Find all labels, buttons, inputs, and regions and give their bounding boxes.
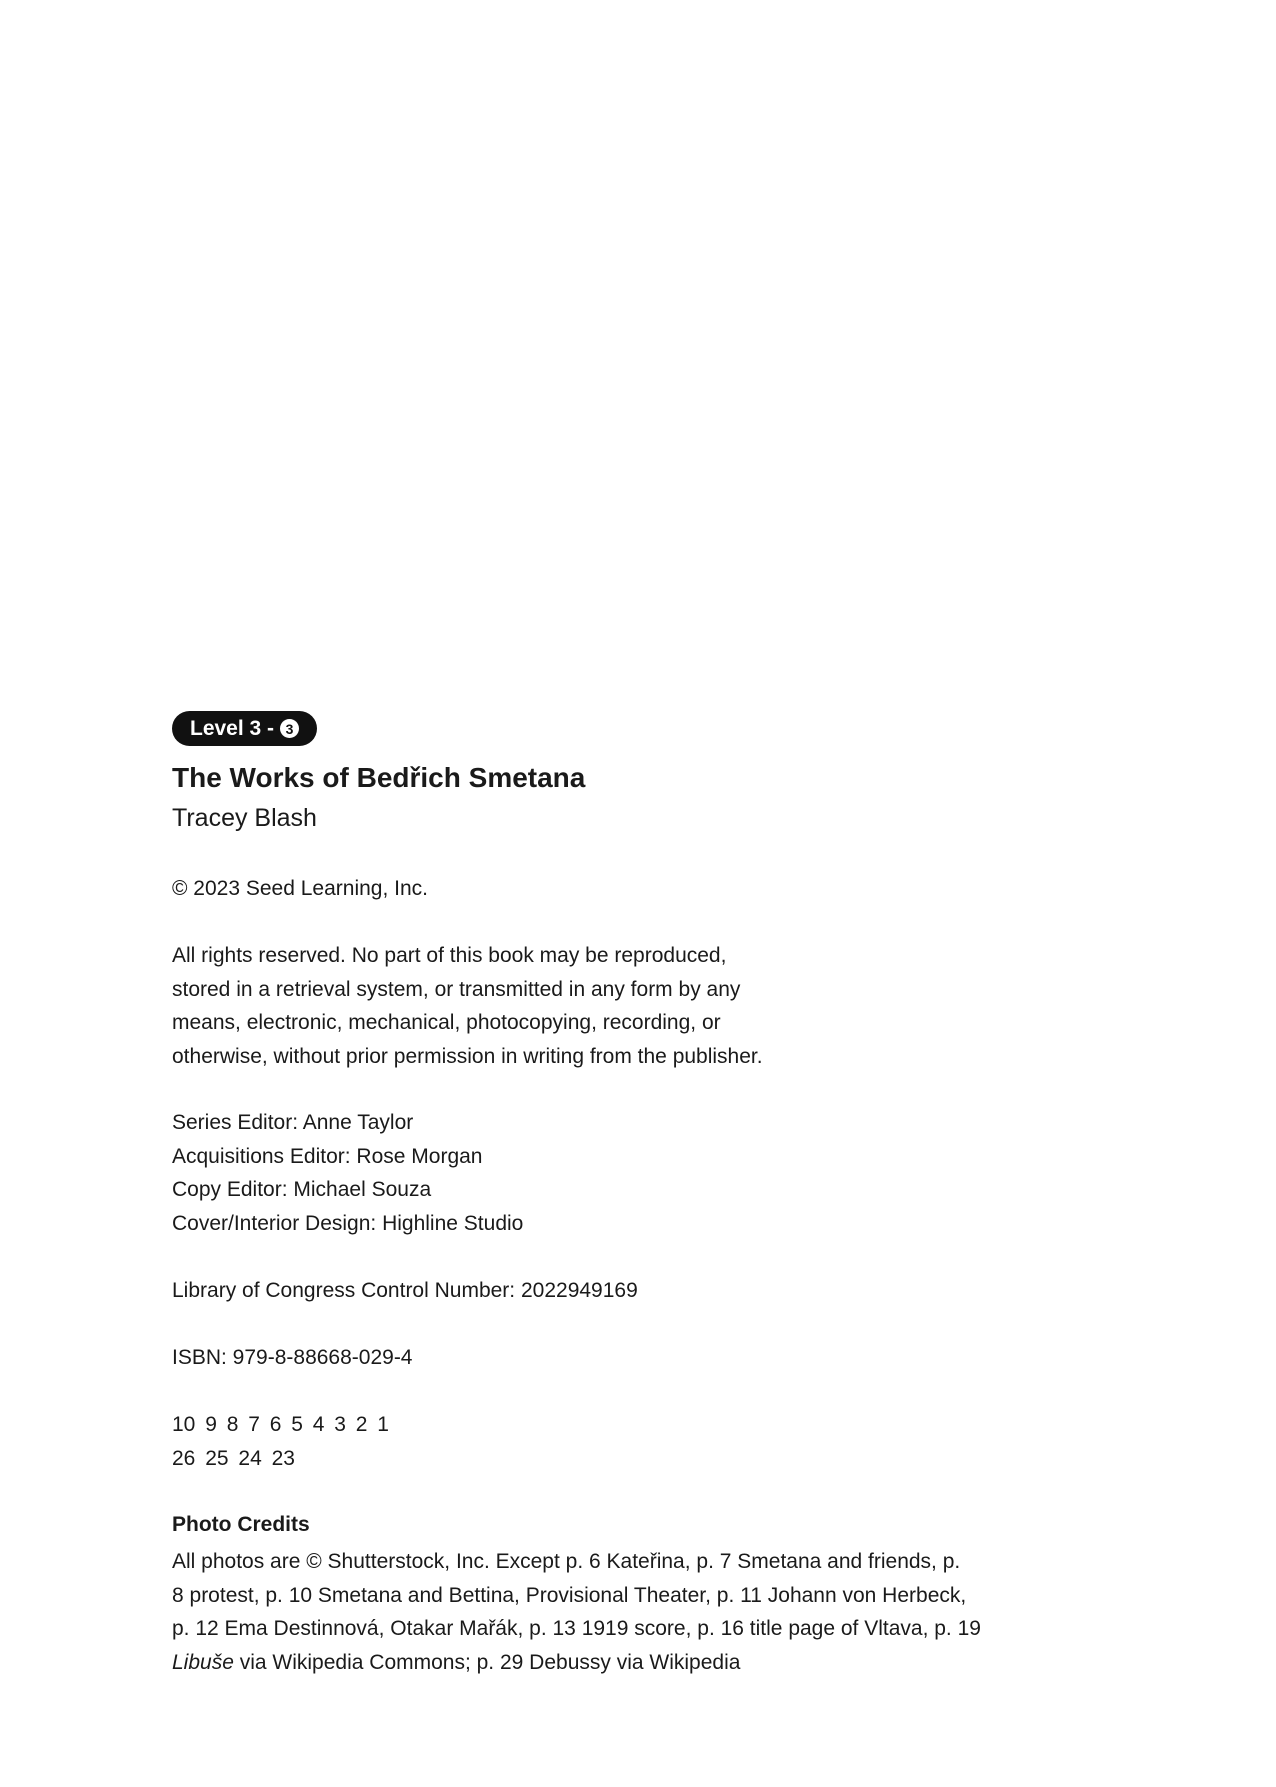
year-line: 26 25 24 23 [172, 1446, 295, 1470]
rights-line: All rights reserved. No part of this book may be reproduced, [172, 944, 727, 967]
photo-credits-text [172, 1545, 1052, 1679]
level-badge-label: Level 3 - [190, 716, 275, 740]
printing-line: 10 9 8 7 6 5 4 3 2 1 [172, 1413, 389, 1436]
level-badge-number: 3 [280, 719, 299, 738]
credit-design: Cover/Interior Design: Highline Studio [172, 1211, 524, 1235]
book-title: The Works of Bedřich Smetana [172, 762, 586, 793]
photo-credits-italic-title: Libuše [172, 1650, 234, 1674]
credit-acquisitions-editor: Acquisitions Editor: Rose Morgan [172, 1144, 483, 1168]
photo-credits-line-rest: via Wikipedia Commons; p. 29 Debussy via Wikipedia [233, 1650, 741, 1674]
photo-credits-line: All photos are © Shutterstock, Inc. Except p. 6 Kateřina, p. 7 Smetana and friends, p. [172, 1550, 961, 1573]
photo-credits-line [172, 1646, 1052, 1680]
editorial-credits [172, 1106, 1072, 1240]
rights-line: otherwise, without prior permission in writing from the publisher. [172, 1044, 763, 1068]
level-badge [172, 711, 317, 746]
book-author: Tracey Blash [172, 804, 317, 832]
credit-series-editor: Series Editor: Anne Taylor [172, 1111, 414, 1134]
lccn: Library of Congress Control Number: 2022949169 [172, 1279, 638, 1302]
photo-credits-line: p. 12 Ema Destinnová, Otakar Mařák, p. 13 1919 score, p. 16 title page of Vltava, p. 19 [172, 1617, 981, 1640]
rights-line: means, electronic, mechanical, photocopying, recording, or [172, 1011, 721, 1034]
printing-numbers [172, 1408, 1072, 1475]
rights-line: stored in a retrieval system, or transmitted in any form by any [172, 977, 741, 1001]
copyright-notice: © 2023 Seed Learning, Inc. [172, 877, 428, 900]
photo-credits-heading: Photo Credits [172, 1513, 310, 1536]
rights-statement [172, 939, 1072, 1073]
photo-credits-line: 8 protest, p. 10 Smetana and Bettina, Provisional Theater, p. 11 Johann von Herbeck, [172, 1583, 967, 1607]
isbn: ISBN: 979-8-88668-029-4 [172, 1346, 413, 1369]
credit-copy-editor: Copy Editor: Michael Souza [172, 1178, 432, 1201]
